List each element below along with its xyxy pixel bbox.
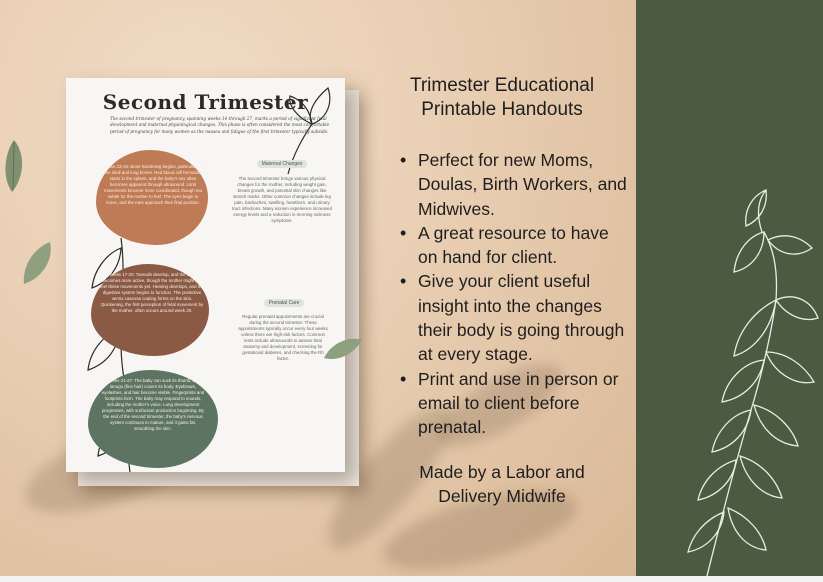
- leaf-icon: [20, 240, 54, 286]
- list-item: • A great resource to have on hand for client.: [398, 221, 632, 270]
- list-item: • Give your client useful insight into the changes their body is going through at every stage.: [398, 269, 632, 366]
- list-item: • Print and use in person or email to client before prenatal.: [398, 367, 632, 440]
- section-weeks-17-20: Weeks 17-20: Toenails develop, and the baby becomes more active, though the mother might not feel these movements yet. Hearing develops, and the digestive system begins to function. The protective vernix caseosa coating forms on the skin. Quickening, the first perception of fetal movement by the mother, often occurs around week 20.: [100, 272, 204, 313]
- author-credit: Made by a Labor and Delivery Midwife: [419, 462, 585, 506]
- leaf-icon: [322, 336, 364, 362]
- handout-title: Second Trimester: [102, 90, 309, 114]
- maternal-changes-text: The second trimester brings various physical changes for the mother, including weight gain, breast growth, and potential skin changes like stretch marks. Other common changes include leg pain, backaches, swelling, heartburn, and urinary tract infections. Many women experience increased energy levels and a reduction in morning sickness symptoms.: [232, 176, 332, 223]
- handout-intro: The second trimester of pregnancy, spanning weeks 14 through 27, marks a period of significant fetal development and maternal physiological changes. This phase is often considered the most comfortable period of pregnancy for many women as the nausea and fatigue of the first trimester typically subside.: [110, 116, 330, 134]
- green-panel: [636, 0, 823, 582]
- handout-preview: [66, 78, 345, 472]
- prenatal-care-heading: Prenatal Care: [244, 299, 324, 307]
- leaf-icon: [2, 138, 26, 194]
- maternal-changes-heading: Maternal Changes: [232, 160, 332, 168]
- section-weeks-13-16: Weeks 13-16: Bone hardening begins, particularly in the skull and long bones. Red blood cell formation starts in the spleen, and the baby's sex often becomes apparent through ultrasound. Limb movements become more coordinated, though too subtle for the mother to feel. The eyes begin to move, and the ears approach their final position.: [102, 164, 204, 205]
- feature-list: [398, 148, 632, 440]
- product-heading: Trimester Educational Printable Handouts: [409, 75, 595, 120]
- prenatal-care-text: Regular prenatal appointments are crucial during the second trimester. These appointments typically occur every four weeks unless there are high-risk factors. Common tests include ultrasounds to assess fetal anatomy and development, screening for gestational diabetes, and checking the Rh factor.: [238, 314, 328, 361]
- bottom-edge: [0, 576, 823, 582]
- list-item: • Perfect for new Moms, Doulas, Birth Workers, and Midwives.: [398, 148, 632, 221]
- plant-branch-icon: [636, 0, 823, 582]
- section-weeks-21-27: Weeks 21-27: The baby can suck its thumb, and lanugo (fine hair) covers its body. Eyebrows, eyelashes, and hair become visible. Fingerprints and footprints form. The baby may respond to sounds, including the mother's voice. Lung development progresses, with surfactant production beginning. By the end of the second trimester, the baby's nervous system continues to mature, and it gains fat, smoothing the skin.: [101, 378, 205, 431]
